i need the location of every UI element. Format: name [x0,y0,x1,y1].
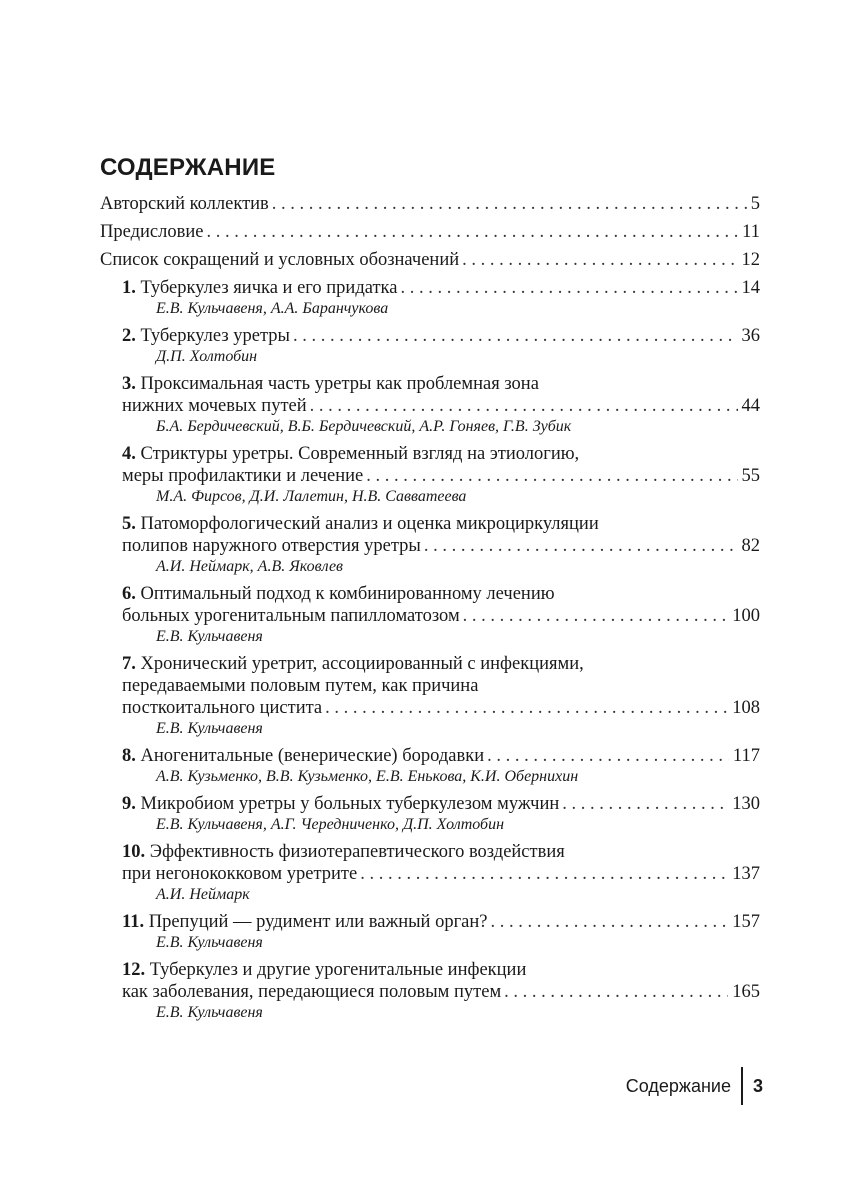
chapter-authors: А.И. Неймарк, А.В. Яковлев [156,558,343,575]
table-of-contents [100,193,760,1023]
toc-page-number: 100 [732,606,760,626]
toc-page-number: 44 [741,396,760,416]
toc-chapter[interactable] [100,583,760,647]
dot-leader [206,221,738,243]
chapter-authors: М.А. Фирсов, Д.И. Лалетин, Н.В. Савватеева [156,488,467,505]
dot-leader [562,793,728,815]
chapter-title: Туберкулез яичка и его придатка [140,278,398,298]
dot-leader [424,535,738,557]
toc-chapter[interactable] [100,911,760,953]
chapter-title: Стриктуры уретры. Современный взгляд на этиологию, [140,444,580,464]
chapter-title: Эффективность физиотерапевтического воздействия [149,842,565,862]
toc-chapter[interactable] [100,959,760,1023]
chapter-number: 2. [122,326,136,346]
toc-entry-text: Авторский коллектив [100,194,269,214]
toc-page-number: 137 [732,864,760,884]
toc-page-number: 36 [741,326,760,346]
chapter-number: 1. [122,278,136,298]
toc-chapter[interactable] [100,793,760,835]
chapter-title: Проксимальная часть уретры как проблемная зона [140,374,539,394]
dot-leader [310,395,738,417]
dot-leader [293,325,738,347]
chapter-title-continued: нижних мочевых путей [122,396,307,416]
toc-entry-text: Предисловие [100,222,204,242]
chapter-number: 7. [122,654,136,674]
chapter-title-continued: посткоитального цистита [122,698,323,718]
chapter-title-continued: при негонококковом уретрите [122,864,358,884]
dot-leader [463,605,729,627]
dot-leader [400,277,737,299]
toc-chapter[interactable] [100,513,760,577]
dot-leader [504,981,728,1003]
toc-chapter[interactable] [100,443,760,507]
chapter-title: Туберкулез и другие урогенитальные инфекции [149,960,527,980]
chapter-authors: Б.А. Бердичевский, В.Б. Бердичевский, А.Р. Гоняев, Г.В. Зубик [156,418,572,435]
chapter-number: 6. [122,584,136,604]
chapter-authors: Д.П. Холтобин [156,348,258,365]
chapter-number: 11. [122,912,145,932]
chapter-authors: Е.В. Кульчавеня [156,934,263,951]
dot-leader [487,745,729,767]
chapter-title-continued: полипов наружного отверстия уретры [122,536,421,556]
chapter-title: Патоморфологический анализ и оценка микроциркуляции [140,514,599,534]
footer-page-number: 3 [752,1075,763,1096]
toc-chapter[interactable] [100,373,760,437]
dot-leader [462,249,737,271]
dot-leader [360,863,728,885]
chapter-authors: Е.В. Кульчавеня, А.А. Баранчукова [156,300,389,317]
chapter-authors: Е.В. Кульчавеня [156,628,263,645]
toc-entry-text: Список сокращений и условных обозначений [100,250,460,270]
toc-page-number: 14 [741,278,760,298]
chapter-title: Туберкулез уретры [140,326,290,346]
footer-section-name: Содержание [625,1075,731,1096]
chapter-title: Препуций — рудимент или важный орган? [148,912,488,932]
chapter-number: 3. [122,374,136,394]
chapter-number: 4. [122,444,136,464]
toc-page-number: 55 [741,466,760,486]
toc-chapter[interactable] [100,653,760,739]
chapter-title-continued: больных урогенитальным папилломатозом [122,606,460,626]
toc-page-number: 108 [732,698,760,718]
chapter-authors: Е.В. Кульчавеня, А.Г. Чередниченко, Д.П. Холтобин [156,816,505,833]
dot-leader [366,465,737,487]
dot-leader [272,193,747,215]
toc-page-number: 165 [732,982,760,1002]
chapter-authors: Е.В. Кульчавеня [156,1004,263,1021]
toc-chapter[interactable] [100,325,760,367]
toc-page-number: 157 [732,912,760,932]
toc-page-number: 12 [741,250,760,270]
page-title: СОДЕРЖАНИЕ [100,154,276,181]
toc-page-number: 117 [732,746,760,766]
chapter-title-continued: передаваемыми половым путем, как причина [122,676,479,696]
chapter-number: 5. [122,514,136,534]
chapter-number: 12. [122,960,146,980]
running-footer [626,1066,763,1106]
toc-entry-abbreviations[interactable] [100,249,760,271]
toc-entry-authors[interactable] [100,193,760,215]
dot-leader [325,697,728,719]
chapter-title: Аногенитальные (венерические) бородавки [140,746,485,766]
chapter-title: Микробиом уретры у больных туберкулезом мужчин [140,794,560,814]
toc-page-number: 11 [742,222,760,242]
chapter-number: 9. [122,794,136,814]
chapter-authors: А.И. Неймарк [156,886,250,903]
dot-leader [491,911,729,933]
chapter-number: 8. [122,746,136,766]
chapter-authors: Е.В. Кульчавеня [156,720,263,737]
chapter-authors: А.В. Кузьменко, В.В. Кузьменко, Е.В. Енькова, К.И. Обернихин [156,768,579,785]
toc-page-number: 82 [741,536,760,556]
toc-entry-preface[interactable] [100,221,760,243]
toc-page-number: 130 [732,794,760,814]
chapter-title-continued: как заболевания, передающиеся половым путем [122,982,502,1002]
chapter-title: Оптимальный подход к комбинированному лечению [140,584,555,604]
toc-chapter[interactable] [100,841,760,905]
toc-chapter[interactable] [100,745,760,787]
chapter-number: 10. [122,842,146,862]
toc-page-number: 5 [750,194,760,214]
chapter-title: Хронический уретрит, ассоциированный с инфекциями, [140,654,584,674]
chapter-title-continued: меры профилактики и лечение [122,466,364,486]
toc-chapter[interactable] [100,277,760,319]
